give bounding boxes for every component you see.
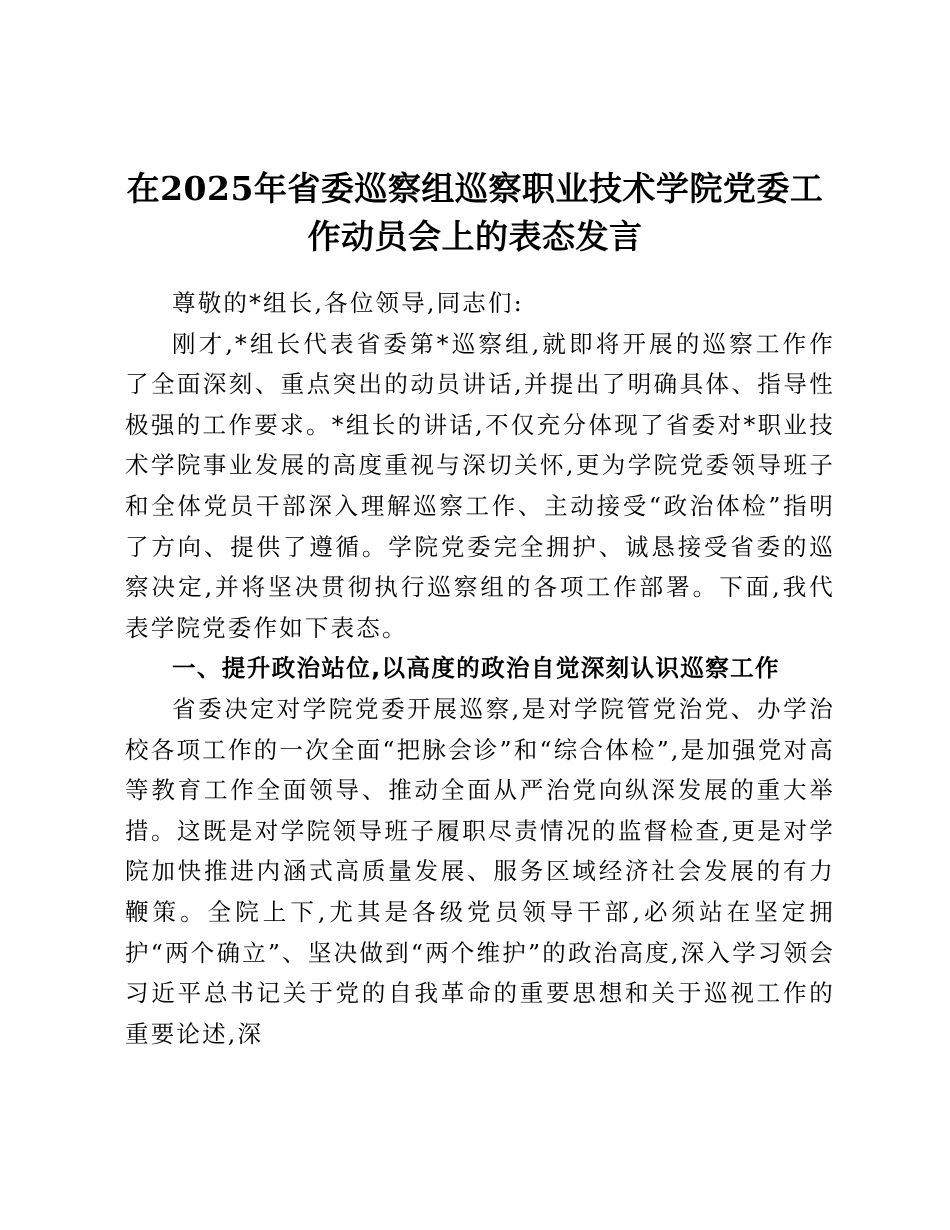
section-1-heading: 一、提升政治站位,以高度的政治自觉深刻认识巡察工作 bbox=[172, 654, 780, 683]
document-title: 在2025年省委巡察组巡察职业技术学院党委工作动员会上的表态发言 bbox=[126, 169, 824, 256]
document-body bbox=[125, 283, 835, 1054]
salutation: 尊敬的*组长,各位领导,同志们: bbox=[172, 289, 524, 317]
paragraph-1: 刚才,*组长代表省委第*巡察组,就即将开展的巡察工作作了全面深刻、重点突出的动员讲话,并提出了明确具体、指导性极强的工作要求。*组长的讲话,不仅充分体现了省委对*职业技术学院事业发展的高度重视与深切关怀,更为学院党委领导班子和全体党员干部深入理解巡察工作、主动接受“政治体检”指明了方向、提供了遵循。学院党委完全拥护、诚恳接受省委的巡察决定,并将坚决贯彻执行巡察组的各项工作部署。下面,我代表学院党委作如下表态。 bbox=[125, 329, 835, 642]
paragraph-2: 省委决定对学院党委开展巡察,是对学院管党治党、办学治校各项工作的一次全面“把脉会诊”和“综合体检”,是加强党对高等教育工作全面领导、推动全面从严治党向纵深发展的重大举措。这既是对学院领导班子履职尽责情况的监督检查,更是对学院加快推进内涵式高质量发展、服务区域经济社会发展的有力鞭策。全院上下,尤其是各级党员领导干部,必须站在坚定拥护“两个确立”、坚决做到“两个维护”的政治高度,深入学习领会习近平总书记关于党的自我革命的重要思想和关于巡视工作的重要论述,深 bbox=[125, 694, 835, 1048]
